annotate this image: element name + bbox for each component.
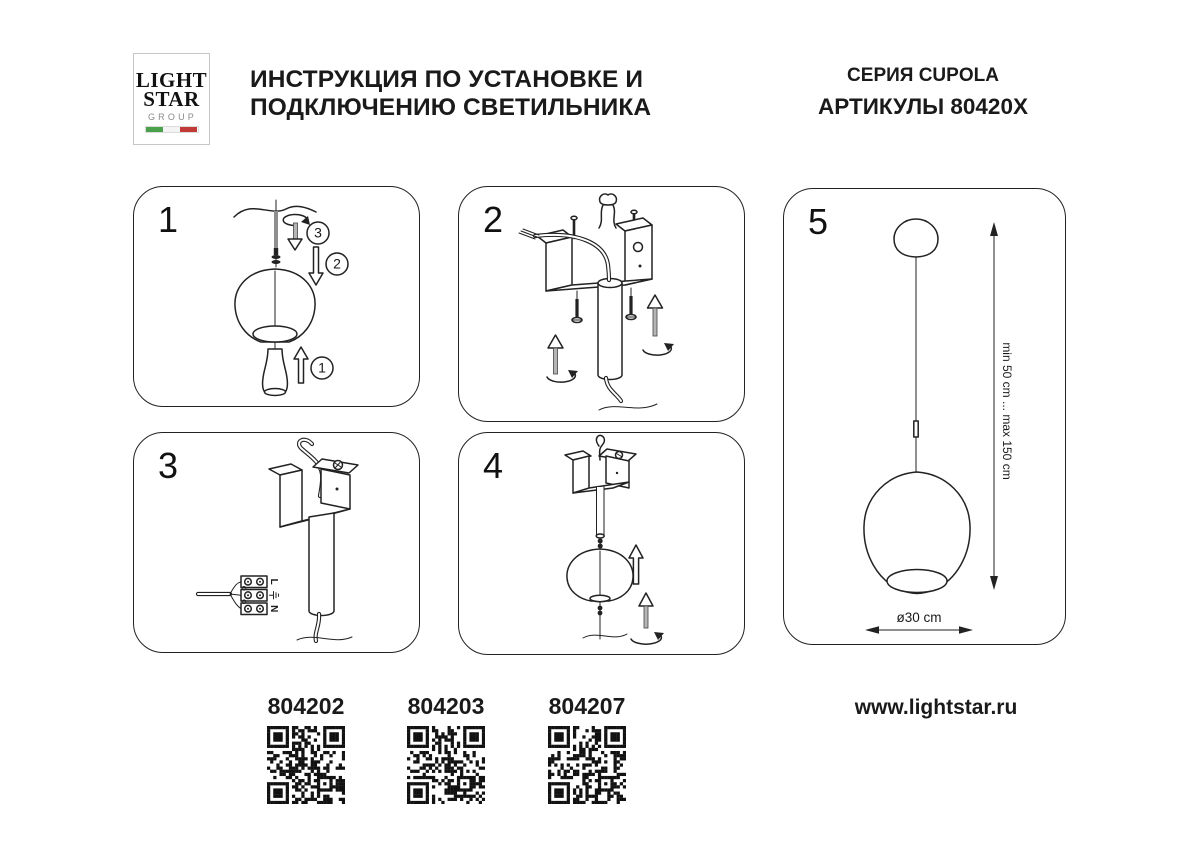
step-panel-2 (458, 186, 745, 422)
qr-code (548, 726, 626, 804)
screw-head-icon (616, 452, 623, 459)
cord-grip-disc-2 (272, 260, 281, 264)
flag-green (146, 127, 163, 132)
step-3-number: 3 (314, 224, 322, 241)
qr-code (267, 726, 345, 804)
height-dimension-label: min 50 cm ... max 150 cm (1000, 342, 1014, 480)
step-2-number: 2 (333, 255, 341, 272)
diameter-dimension-arrow (865, 626, 973, 634)
mounting-bracket (537, 218, 652, 291)
terminal-label-neutral: N (268, 605, 279, 613)
article-code: 804203 (407, 693, 485, 719)
pendant-cable (297, 614, 352, 641)
cord-grip (598, 539, 603, 544)
height-dimension-arrow (990, 222, 998, 590)
step-1-number: 1 (318, 359, 326, 376)
ceiling-wire-mount (600, 194, 617, 205)
panel-1-number: 1 (158, 199, 179, 240)
series-label: СЕРИЯ CUPOLA (847, 65, 999, 86)
terminal-block (241, 576, 267, 615)
panel-2-number: 2 (483, 199, 504, 240)
ceiling-canopy (894, 219, 938, 257)
website-url: www.lightstar.ru (854, 696, 1018, 719)
logo-light: LIGHT (135, 68, 208, 92)
cord-grip-disc-1 (272, 255, 281, 259)
italian-flag-icon (145, 126, 199, 133)
screw-in-rotation-icon (643, 295, 674, 355)
lightstar-logo (133, 53, 210, 145)
mounting-bracket (565, 449, 636, 493)
ceiling-wire-1 (599, 205, 603, 228)
step-panel-1 (133, 186, 420, 407)
article-code: 804202 (267, 693, 345, 719)
lower-cord (583, 602, 627, 639)
cord-sleeve (914, 421, 918, 437)
shade-opening (253, 326, 297, 342)
shade-opening (590, 595, 610, 601)
screw-in-rotation-icon (631, 593, 664, 644)
suspension-rod (596, 487, 604, 538)
push-down-arrowhead (288, 239, 302, 250)
flag-white (163, 127, 180, 132)
up-arrow-icon (294, 347, 308, 383)
step-panel-3 (133, 432, 420, 653)
terminal-label-line: L (268, 578, 279, 585)
article-code: 804207 (548, 693, 626, 719)
title-line-2: ПОДКЛЮЧЕНИЮ СВЕТИЛЬНИКА (250, 94, 652, 121)
step-panel-4 (458, 432, 745, 655)
title-line-1: ИНСТРУКЦИЯ ПО УСТАНОВКЕ И (250, 66, 644, 93)
article-804202 (246, 695, 366, 809)
panel-3-number: 3 (158, 445, 179, 486)
canopy-tube (598, 279, 622, 380)
flag-red (180, 127, 197, 132)
cord-grip (274, 248, 278, 255)
diffuser-rim (265, 389, 286, 396)
screw-head-icon (334, 461, 343, 470)
series-header (792, 64, 1054, 122)
screw-in-rotation-icon (547, 335, 578, 382)
article-804207 (527, 695, 647, 809)
diffuser-body (263, 349, 288, 391)
push-down-arrow-shaft (294, 223, 298, 239)
logo-star: STAR (143, 87, 200, 111)
pendant-cable (599, 378, 657, 410)
dimension-diagram (784, 189, 1067, 646)
panel-4-number: 4 (483, 445, 504, 486)
articles-label: АРТИКУЛЫ 80420X (818, 94, 1028, 119)
logo-group: GROUP (147, 112, 197, 122)
earth-ground-icon (270, 592, 279, 599)
screw-icon (572, 291, 582, 323)
mains-wires (198, 582, 241, 609)
qr-code (407, 726, 485, 804)
screw-icon (626, 288, 636, 320)
page-title (250, 66, 651, 122)
diameter-label: ø30 cm (896, 610, 942, 625)
cord-grip (598, 544, 603, 549)
panel-5-number: 5 (808, 201, 829, 242)
article-804203 (386, 695, 506, 809)
dimensions-panel (783, 188, 1066, 645)
canopy-tube (309, 513, 334, 616)
down-arrow-icon (309, 247, 323, 285)
shade-opening (887, 570, 947, 593)
